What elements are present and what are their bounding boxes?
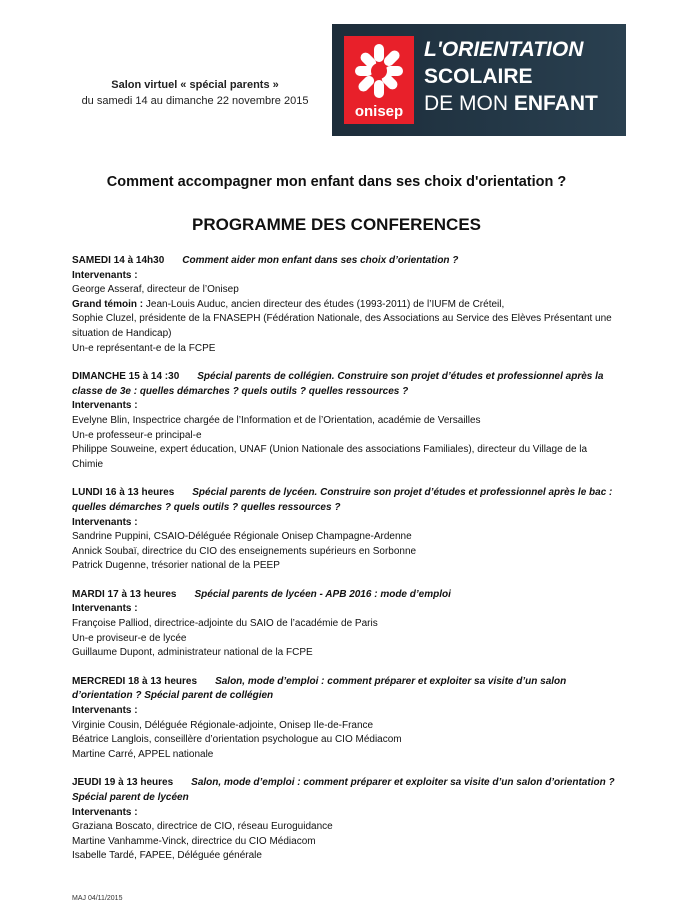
speakers-label: Intervenants : (72, 269, 138, 281)
speaker-line (72, 617, 617, 632)
session-title: Spécial parents de collégien. Construire son projet d’études et professionnel après la classe de 3e : quelles démarches ? quels outils ? quelles ressources ? (72, 371, 604, 397)
speaker-text: Un-e professeur-e principal-e (72, 429, 202, 441)
sessions-list (72, 254, 617, 878)
session-block (72, 254, 617, 356)
speaker-line (72, 342, 617, 357)
speaker-line (72, 835, 617, 850)
logo-word: onisep (354, 103, 404, 120)
speaker-line (72, 298, 617, 313)
session-date: MERCREDI 18 à 13 heures (72, 675, 198, 687)
speakers-label: Intervenants : (72, 516, 138, 528)
speaker-text: George Asseraf, directeur de l’Onisep (72, 284, 239, 296)
onisep-logo (344, 36, 414, 124)
speaker-text: Un-e proviseur-e de lycée (72, 632, 187, 644)
speaker-text: Annick Soubaï, directrice du CIO des enseignements supérieurs en Sorbonne (72, 545, 417, 557)
program-title: PROGRAMME DES CONFERENCES (191, 215, 482, 234)
speaker-line (72, 820, 617, 835)
session-block (72, 486, 617, 574)
speaker-text: Un-e représentant-e de la FCPE (72, 342, 216, 354)
event-dates: du samedi 14 au dimanche 22 novembre 2015 (81, 95, 309, 107)
speaker-line (72, 748, 617, 763)
speaker-line (72, 719, 617, 734)
speaker-text: Béatrice Langlois, conseillère d’orientation psychologue au CIO Médiacom (72, 734, 402, 746)
speakers-label: Intervenants : (72, 400, 138, 412)
speaker-text: Virginie Cousin, Déléguée Régionale-adjointe, Onisep Ile-de-France (72, 719, 374, 731)
speaker-line (72, 530, 617, 545)
speaker-text: Martine Carré, APPEL nationale (72, 748, 214, 760)
session-date: MARDI 17 à 13 heures (72, 588, 177, 600)
session-block (72, 776, 617, 864)
session-heading (72, 776, 617, 805)
session-date: DIMANCHE 15 à 14 :30 (72, 371, 180, 383)
session-block (72, 370, 617, 472)
speaker-text: Martine Vanhamme-Vinck, directrice du CIO Médiacom (72, 835, 316, 847)
speaker-line (72, 849, 617, 864)
speaker-text: Philippe Souweine, expert éducation, UNAF (Union Nationale des associations Familiales), directeur du Village de la Chimie (72, 444, 588, 470)
speaker-text: Jean-Louis Auduc, ancien directeur des études (1993-2011) de l’IUFM de Créteil, (145, 298, 505, 310)
speaker-line (72, 646, 617, 661)
speaker-text: Guillaume Dupont, administrateur national de la FCPE (72, 647, 313, 659)
onisep-flower-icon (353, 42, 405, 100)
session-heading (72, 675, 617, 704)
onisep-banner (332, 24, 626, 136)
main-title: Comment accompagner mon enfant dans ses choix d'orientation ? (106, 174, 567, 190)
session-heading (72, 588, 617, 603)
session-heading (72, 254, 617, 269)
speaker-text: Patrick Dugenne, trésorier national de la PEEP (72, 560, 280, 572)
event-title: Salon virtuel « spécial parents » (111, 79, 279, 91)
speaker-line (72, 312, 617, 341)
slogan-line-3 (424, 90, 598, 117)
session-date: SAMEDI 14 à 14h30 (72, 255, 165, 266)
session-title: Comment aider mon enfant dans ses choix d’orientation ? (182, 255, 459, 266)
session-heading (72, 370, 617, 399)
speaker-text: Françoise Palliod, directrice-adjointe du SAIO de l’académie de Paris (72, 618, 378, 630)
slogan-line-3-bold: ENFANT (513, 92, 598, 115)
update-date: MAJ 04/11/2015 (72, 895, 123, 902)
speaker-line (72, 414, 617, 429)
speaker-line (72, 443, 617, 472)
session-title: Spécial parents de lycéen - APB 2016 : mode d’emploi (194, 588, 451, 600)
speaker-line (72, 733, 617, 748)
speakers-label: Intervenants : (72, 705, 138, 717)
speaker-text: Isabelle Tardé, FAPEE, Déléguée générale (72, 850, 262, 862)
slogan-line-3-prefix: DE MON (424, 92, 514, 115)
speaker-line (72, 283, 617, 298)
speaker-text: Sandrine Puppini, CSAIO-Déléguée Régionale Onisep Champagne-Ardenne (72, 531, 412, 543)
slogan-line-1: L'ORIENTATION (424, 38, 584, 61)
session-block (72, 588, 617, 661)
session-date: JEUDI 19 à 13 heures (72, 777, 174, 789)
speakers-label: Intervenants : (72, 806, 138, 818)
session-title: Spécial parents de lycéen. Construire son projet d’études et professionnel après le bac : quelles démarches ? quels outils ? quelles ressources ? (72, 487, 613, 513)
session-date: LUNDI 16 à 13 heures (72, 487, 175, 499)
session-heading (72, 486, 617, 515)
session-title: Salon, mode d’emploi : comment préparer et exploiter sa visite d’un salon d’orientation ? Spécial parent de lycéen (72, 777, 615, 803)
session-block (72, 675, 617, 763)
speaker-text: Graziana Boscato, directrice de CIO, réseau Euroguidance (72, 821, 333, 833)
speaker-line (72, 632, 617, 647)
speaker-text: Sophie Cluzel, présidente de la FNASEPH (Fédération Nationale, des Associations au Service des Elèves Présentant une situation de Handicap) (72, 313, 612, 339)
banner-slogan (424, 36, 598, 117)
speaker-line (72, 545, 617, 560)
speaker-role-prefix: Grand témoin : (72, 298, 146, 310)
session-title: Salon, mode d’emploi : comment préparer et exploiter sa visite d’un salon d’orientation ? Spécial parent de collégien (72, 675, 567, 702)
event-header (60, 77, 330, 109)
slogan-line-2: SCOLAIRE (424, 65, 533, 88)
speaker-line (72, 429, 617, 444)
speaker-line (72, 559, 617, 574)
speakers-label: Intervenants : (72, 603, 138, 615)
speaker-text: Evelyne Blin, Inspectrice chargée de l’Information et de l’Orientation, académie de Versailles (72, 414, 481, 426)
